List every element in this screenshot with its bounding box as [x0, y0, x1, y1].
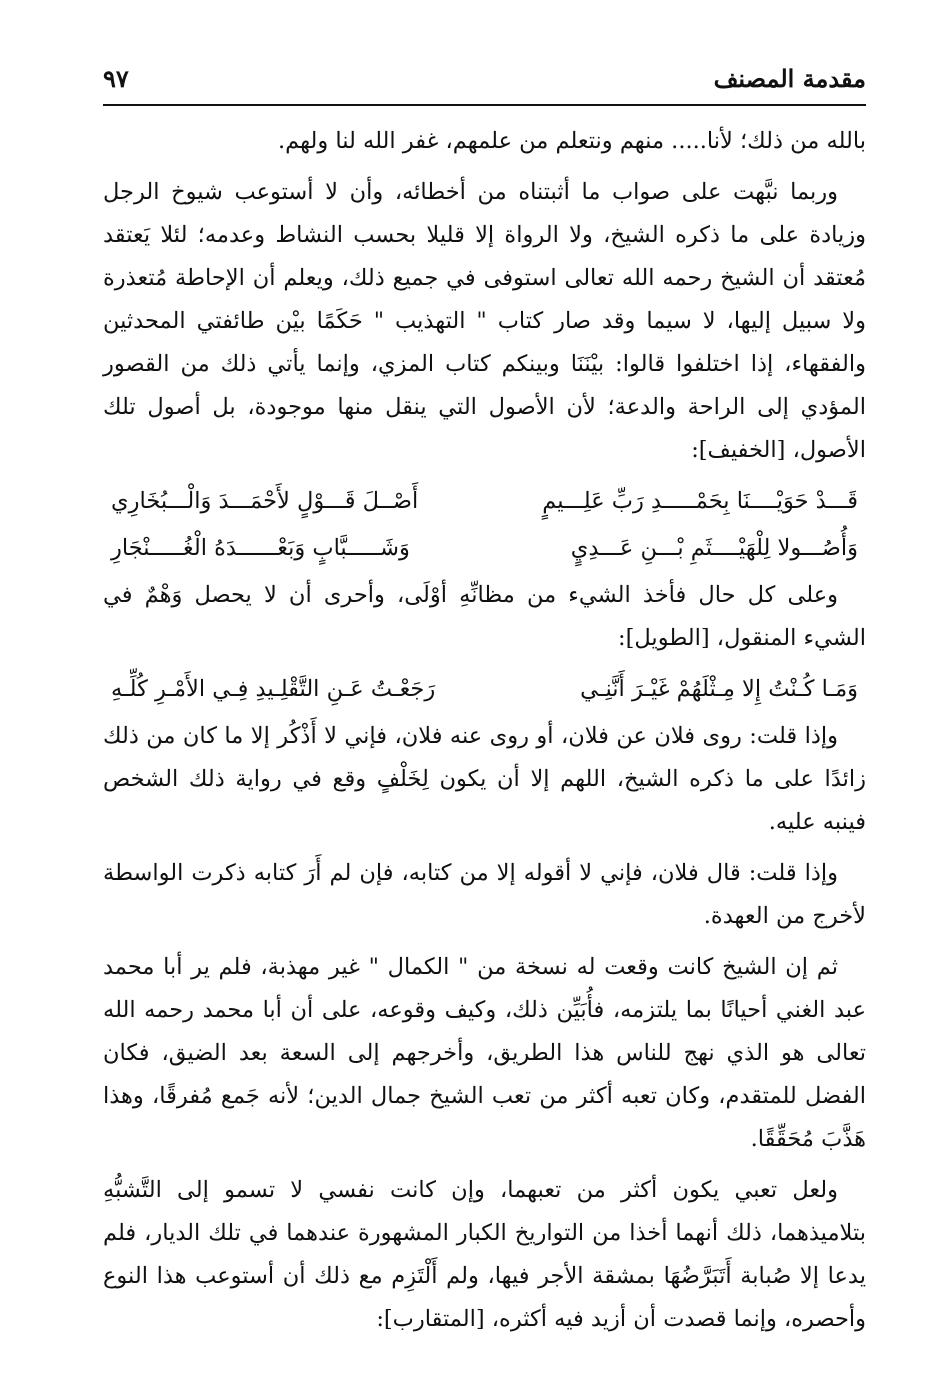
page-number: ٩٧: [103, 64, 129, 93]
verse-line: [103, 480, 866, 523]
verse-second-hemistich: وَشَـــــبَّابٍ وَبَعْــــــدَهُ الْغُـــــنْجَارِ: [111, 535, 410, 561]
paragraph: وعلى كل حال فأخذ الشيء من مظانِّهِ أوْلَى، وأحرى أن لا يحصل وَهْمٌ في الشيء المنقول، [الطويل]:: [103, 582, 866, 651]
verse-second-hemistich: رَجَعْـتُ عَـنِ التَّقْلِـيدِ فِـي الأَمْـرِ كُلِّـهِ: [111, 676, 436, 702]
chapter-title: مقدمة المصنف: [713, 64, 866, 93]
page-body: [103, 120, 866, 1349]
running-header: [103, 58, 866, 98]
verse-first-hemistich: وَمَـا كُـنْتُ إِلا مِـثْلَهُمْ غَيْـرَ أَنَّنِـي: [580, 676, 858, 702]
paragraph: ثم إن الشيخ كانت وقعت له نسخة من " الكمال " غير مهذبة، فلم ير أبا محمد عبد الغني أحيانًا بما يلتزمه، فأُبَيِّن ذلك، وكيف وقوعه، على أن أبا محمد رحمه الله تعالى هو الذي نهج للناس هذا الطريق، وأخرجهم إلى السعة بعد الضيق، فكان الفضل للمتقدم، وكان تعبه أكثر من تعب الشيخ جمال الدين؛ لأنه جَمع مُفرقًا، وهذا هَذَّبَ مُحَقِّقًا.: [103, 954, 866, 1152]
verse-first-hemistich: قَـــدْ حَوَيْــــنَا بِحَمْـــــدِ رَبِّ عَلِـــيمٍ: [542, 488, 858, 514]
verse-second-hemistich: أَصْــلَ قَـــوْلٍ لأَحْمَـــدَ وَالْـــبُخَارِي: [111, 488, 419, 514]
paragraph: وإذا قلت: قال فلان، فإني لا أقوله إلا من كتابه، فإن لم أَرَ كتابه ذكرت الواسطة لأخرج من العهدة.: [103, 860, 866, 929]
paragraph-continuation: بالله من ذلك؛ لأنا..... منهم ونتعلم من علمهم، غفر الله لنا ولهم.: [278, 128, 866, 154]
paragraph: وإذا قلت: روى فلان عن فلان، أو روى عنه فلان، فإني لا أَذْكُر إلا ما كان من ذلك زائدًا على ما ذكره الشيخ، اللهم إلا أن يكون لِخَلْفٍ وقع في رواية ذلك الشخص فينبه عليه.: [103, 723, 866, 835]
verse-first-hemistich: وَأُصُـــولا لِلْهَيْــــثَمِ بْـــنِ عَـــدِيٍ: [570, 535, 858, 561]
verse-line: [103, 668, 866, 711]
header-rule: [103, 104, 866, 106]
paragraph: وربما نبَّهت على صواب ما أثبتناه من أخطائه، وأن لا أستوعب شيوخ الرجل وزيادة على ما ذكره الشيخ، ولا الرواة إلا قليلا بحسب النشاط وعدمه؛ لئلا يَعتقد مُعتقد أن الشيخ رحمه الله تعالى استوفى في جميع ذلك، ويعلم أن الإحاطة مُتعذرة ولا سبيل إليها، لا سيما وقد صار كتاب " التهذيب " حَكَمًا بيْن طائفتي المحدثين والفقهاء، إذا اختلفوا قالوا: بيْنَنَا وبينكم كتاب المزي، وإنما يأتي ذلك من القصور المؤدي إلى الراحة والدعة؛ لأن الأصول التي ينقل منها موجودة، بل أصول تلك الأصول، [الخفيف]:: [103, 179, 866, 463]
verse-line: [103, 527, 866, 570]
paragraph: ولعل تعبي يكون أكثر من تعبهما، وإن كانت نفسي لا تسمو إلى التَّشبُّهِ بتلاميذهما، ذلك أنهما أخذا من التواريخ الكبار المشهورة عندهما في تلك الديار، فلم يدعا إلا صُبابة أَتَبَرَّضُهَا بمشقة الأجر فيها، ولم أَلْتَزِم مع ذلك أن أستوعب هذا النوع وأحصره، وإنما قصدت أن أزيد فيه أكثره، [المتقارب]:: [103, 1177, 866, 1332]
